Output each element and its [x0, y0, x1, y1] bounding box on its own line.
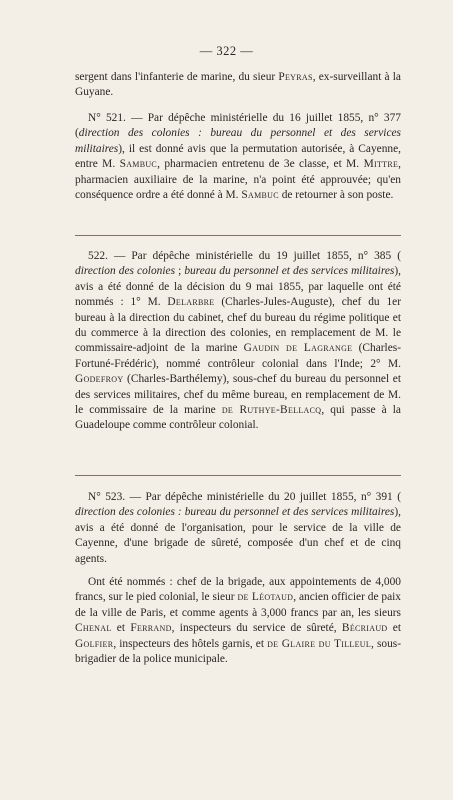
person-name: Delarbre	[167, 296, 215, 309]
person-name: Chenal	[75, 622, 112, 635]
person-name: Golfier	[75, 637, 114, 650]
person-name: Ferrand	[130, 622, 172, 635]
paragraph-text: N° 523. — Par dépêche ministérielle du 20 juillet 1855, n° 391 ( direction des colonies : bureau du personnel et des services militaires), avis a été donné de l'organisation, pour le service de la ville de Cayenne, d'une brigade de sûreté, composée d'un chef et de cinq agents.	[75, 491, 401, 565]
entry-522	[75, 249, 401, 434]
bureau-reference: direction des colonies : bureau du personnel et des services militaires	[75, 506, 395, 519]
section-divider	[75, 235, 401, 236]
section-divider	[75, 475, 401, 476]
person-name: Mittre	[363, 158, 399, 171]
continuation-paragraph	[75, 70, 401, 101]
paragraph-text: N° 521. — Par dépêche ministérielle du 16 juillet 1855, n° 377 (direction des colonies : bureau du personnel et des services militaires), il est donné avis que la permutation autorisée, à Cayenne, entre M. Sambuc, pharmacien entretenu de 3e classe, et M. Mittre, pharmacien auxiliaire de la marine, n'a point été approuvée; qu'en conséquence ordre a été donné à M. Sambuc de retourner à son poste.	[75, 112, 402, 202]
entry-521	[75, 111, 401, 203]
person-name: de Glaire du Tilleul	[267, 637, 372, 650]
paragraph-text: sergent dans l'infanterie de marine, du sieur Peyras, ex-surveillant à la Guyane.	[75, 71, 401, 99]
person-name: Gaudin de Lagrange	[243, 342, 353, 355]
bureau-reference: direction des colonies	[75, 265, 176, 278]
person-name: Godefroy	[75, 373, 124, 386]
bureau-reference: direction des colonies : bureau du personnel et des services militaires	[75, 127, 401, 155]
paragraph-text: 522. — Par dépêche ministérielle du 19 juillet 1855, n° 385 ( direction des colonies ; bureau du personnel et des services militaires), avis a été donné de la décision du 9 mai 1855, par laquelle ont été nommés : 1° M. Delarbre (Charles-Jules-Auguste), chef du 1er bureau à la direction du cabinet, chef du bureau du régime politique et du commerce à la direction des colonies, en remplacement de M. le commissaire-adjoint de la marine Gaudin de Lagrange (Charles-Fortuné-Frédéric), nommé contrôleur colonial dans l'Inde; 2° M. Godefroy (Charles-Barthélemy), sous-chef du bureau du personnel et des services militaires, chef du même bureau, en remplacement de M. le commissaire de la marine de Ruthye-Bellacq, qui passe à la Guadeloupe comme contrôleur colonial.	[75, 250, 401, 432]
person-name: Sambuc	[241, 189, 279, 202]
person-name: de Léotaud	[237, 591, 294, 604]
paragraph-text: Ont été nommés : chef de la brigade, aux appointements de 4,000 francs, sur le pied colonial, le sieur de Léotaud, ancien officier de paix de la ville de Paris, et comme agents à 3,000 francs par an, les sieurs Chenal et Ferrand, inspecteurs du service de sûreté, Bécriaud et Golfier, inspecteurs des hôtels garnis, et de Glaire du Tilleul, sous-brigadier de la police municipale.	[75, 576, 402, 666]
entry-523	[75, 490, 401, 667]
page-number: — 322 —	[199, 44, 254, 58]
bureau-reference: bureau du personnel et des services militaires	[184, 265, 395, 278]
person-name: Peyras	[278, 71, 313, 83]
person-name: de Ruthye-Bellacq	[221, 404, 322, 417]
person-name: Sambuc	[119, 158, 158, 171]
person-name: Bécriaud	[341, 622, 388, 635]
